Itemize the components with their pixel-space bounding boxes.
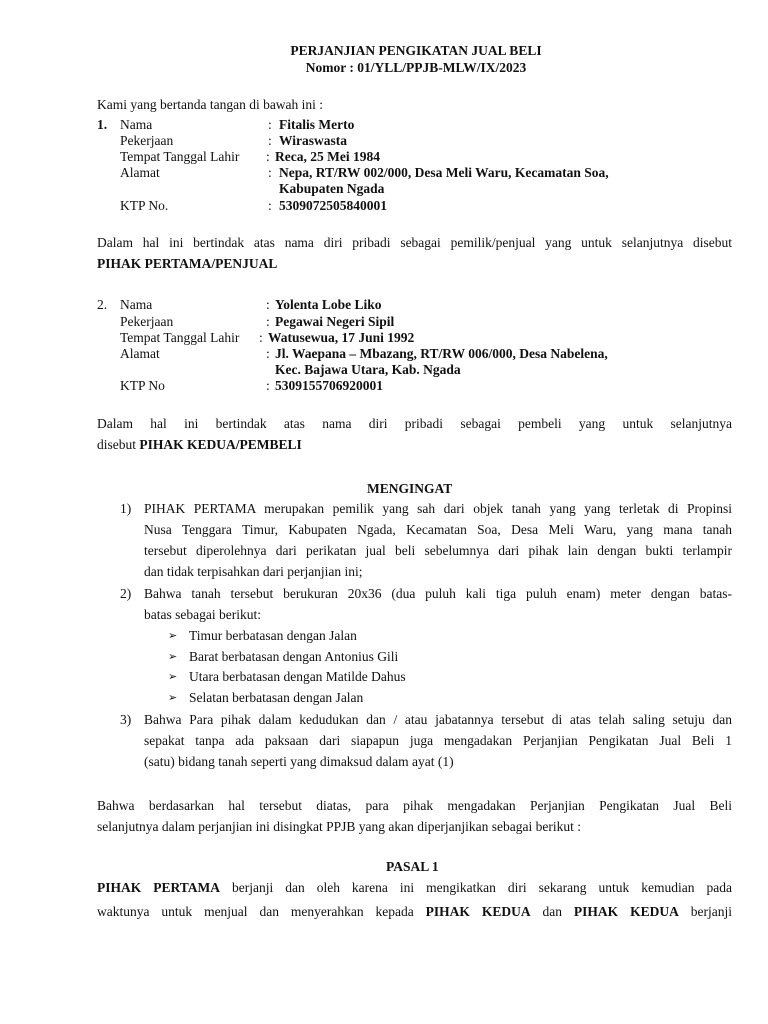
party2-colon-ktp: : bbox=[266, 378, 270, 393]
party1-value-birth: Reca, 25 Mei 1984 bbox=[275, 149, 380, 164]
document-number: Nomor : 01/YLL/PPJB-MLW/IX/2023 bbox=[305, 60, 527, 75]
pasal1-line2 bbox=[97, 901, 732, 922]
boundary-north: Utara berbatasan dengan Matilde Dahus bbox=[189, 669, 406, 684]
party2-colon-address: : bbox=[266, 346, 270, 361]
mengingat-item1-line3: tersebut diperolehnya dari perikatan jual beli sebelumnya dari pihak lain dengan bukti terlampir bbox=[144, 543, 732, 558]
party1-colon-ktp: : bbox=[268, 198, 272, 213]
party1-value-ktp: 5309072505840001 bbox=[279, 198, 387, 213]
pasal1-line2-text3: berjanji bbox=[678, 904, 732, 919]
conclusion-line1: Bahwa berdasarkan hal tersebut diatas, para pihak mengadakan Perjanjian Pengikatan Jual Beli bbox=[97, 798, 732, 813]
party1-label-ktp: KTP No. bbox=[120, 198, 169, 213]
document-title: PERJANJIAN PENGIKATAN JUAL BELI bbox=[290, 43, 542, 58]
pasal1-party1-ref: PIHAK PERTAMA bbox=[97, 880, 221, 895]
pasal1-line1 bbox=[97, 877, 732, 898]
party1-label-job: Pekerjaan bbox=[120, 133, 174, 148]
party2-value-name: Yolenta Lobe Liko bbox=[275, 297, 382, 312]
party1-statement: Dalam hal ini bertindak atas nama diri pribadi sebagai pemilik/penjual yang untuk selanjutnya disebut bbox=[97, 235, 732, 250]
mengingat-item1-number: 1) bbox=[120, 501, 132, 516]
party2-value-address: Jl. Waepana – Mbazang, RT/RW 006/000, Desa Nabelena, bbox=[275, 346, 608, 361]
party2-colon-name: : bbox=[266, 297, 270, 312]
party1-value-address: Nepa, RT/RW 002/000, Desa Meli Waru, Kecamatan Soa, bbox=[279, 165, 609, 180]
party1-role: PIHAK PERTAMA/PENJUAL bbox=[97, 256, 278, 271]
mengingat-heading: MENGINGAT bbox=[367, 481, 453, 496]
boundary-south: Selatan berbatasan dengan Jalan bbox=[189, 690, 364, 705]
party2-value-address-cont: Kec. Bajawa Utara, Kab. Ngada bbox=[275, 362, 461, 377]
party2-statement-prefix: disebut bbox=[97, 437, 140, 452]
party2-value-birth: Watusewua, 17 Juni 1992 bbox=[268, 330, 415, 345]
pasal1-heading: PASAL 1 bbox=[386, 859, 439, 874]
party2-colon-job: : bbox=[266, 314, 270, 329]
pasal1-party2-ref: PIHAK KEDUA bbox=[425, 904, 531, 919]
mengingat-item3-line2: sepakat tanpa ada paksaan dari siapapun juga mengadakan Perjanjian Pengikatan Jual Beli 1 bbox=[144, 733, 732, 748]
party2-label-job: Pekerjaan bbox=[120, 314, 174, 329]
bullet-arrow-icon: ➢ bbox=[168, 691, 178, 704]
party2-label-name: Nama bbox=[120, 297, 153, 312]
party2-label-birth: Tempat Tanggal Lahir bbox=[120, 330, 240, 345]
mengingat-item3-line3: (satu) bidang tanah seperti yang dimaksud dalam ayat (1) bbox=[144, 754, 454, 769]
party1-label-address: Alamat bbox=[120, 165, 160, 180]
pasal1-line2-text1: waktunya untuk menjual dan menyerahkan kepada bbox=[97, 904, 426, 919]
mengingat-item2-number: 2) bbox=[120, 586, 132, 601]
party2-value-job: Pegawai Negeri Sipil bbox=[275, 314, 395, 329]
mengingat-item3-number: 3) bbox=[120, 712, 132, 727]
mengingat-item2-line1: Bahwa tanah tersebut berukuran 20x36 (dua puluh kali tiga puluh enam) meter dengan batas- bbox=[144, 586, 732, 601]
mengingat-item1-line2: Nusa Tenggara Timur, Kabupaten Ngada, Kecamatan Soa, Desa Meli Waru, yang mana tanah bbox=[144, 522, 732, 537]
mengingat-item2-line2: batas sebagai berikut: bbox=[144, 607, 261, 622]
party1-colon-birth: : bbox=[266, 149, 270, 164]
mengingat-item1-line1: PIHAK PERTAMA merupakan pemilik yang sah dari objek tanah yang yang terletak di Propinsi bbox=[144, 501, 732, 516]
pasal1-line1-rest: berjanji dan oleh karena ini mengikatkan diri sekarang untuk kemudian pada bbox=[220, 880, 732, 895]
party2-value-ktp: 5309155706920001 bbox=[275, 378, 383, 393]
bullet-arrow-icon: ➢ bbox=[168, 670, 178, 683]
party2-label-ktp: KTP No bbox=[120, 378, 165, 393]
party1-index: 1. bbox=[97, 117, 108, 132]
party2-colon-birth: : bbox=[259, 330, 263, 345]
party1-label-name: Nama bbox=[120, 117, 153, 132]
party2-role: PIHAK KEDUA/PEMBELI bbox=[139, 437, 302, 452]
party1-value-name: Fitalis Merto bbox=[279, 117, 355, 132]
party1-label-birth: Tempat Tanggal Lahir bbox=[120, 149, 240, 164]
boundary-west: Barat berbatasan dengan Antonius Gili bbox=[189, 649, 399, 664]
pasal1-line2-text2: dan bbox=[530, 904, 574, 919]
party1-colon-address: : bbox=[268, 165, 272, 180]
party1-colon-job: : bbox=[268, 133, 272, 148]
conclusion-line2: selanjutnya dalam perjanjian ini disingkat PPJB yang akan diperjanjikan sebagai berikut : bbox=[97, 819, 582, 834]
mengingat-item1-line4: dan tidak terpisahkan dari perjanjian ini; bbox=[144, 564, 363, 579]
party1-value-job: Wiraswasta bbox=[279, 133, 348, 148]
mengingat-item3-line1: Bahwa Para pihak dalam kedudukan dan / atau jabatannya tersebut di atas telah saling setuju dan bbox=[144, 712, 732, 727]
intro-text: Kami yang bertanda tangan di bawah ini : bbox=[97, 97, 324, 112]
bullet-arrow-icon: ➢ bbox=[168, 650, 178, 663]
party1-colon-name: : bbox=[268, 117, 272, 132]
party2-statement-line2 bbox=[97, 436, 302, 453]
boundary-east: Timur berbatasan dengan Jalan bbox=[189, 628, 357, 643]
party2-index: 2. bbox=[97, 297, 108, 312]
party1-value-address-cont: Kabupaten Ngada bbox=[279, 181, 385, 196]
party2-statement: Dalam hal ini bertindak atas nama diri pribadi sebagai pembeli yang untuk selanjutnya bbox=[97, 416, 732, 431]
bullet-arrow-icon: ➢ bbox=[168, 629, 178, 642]
pasal1-party2-ref-2: PIHAK KEDUA bbox=[573, 904, 679, 919]
party2-label-address: Alamat bbox=[120, 346, 160, 361]
